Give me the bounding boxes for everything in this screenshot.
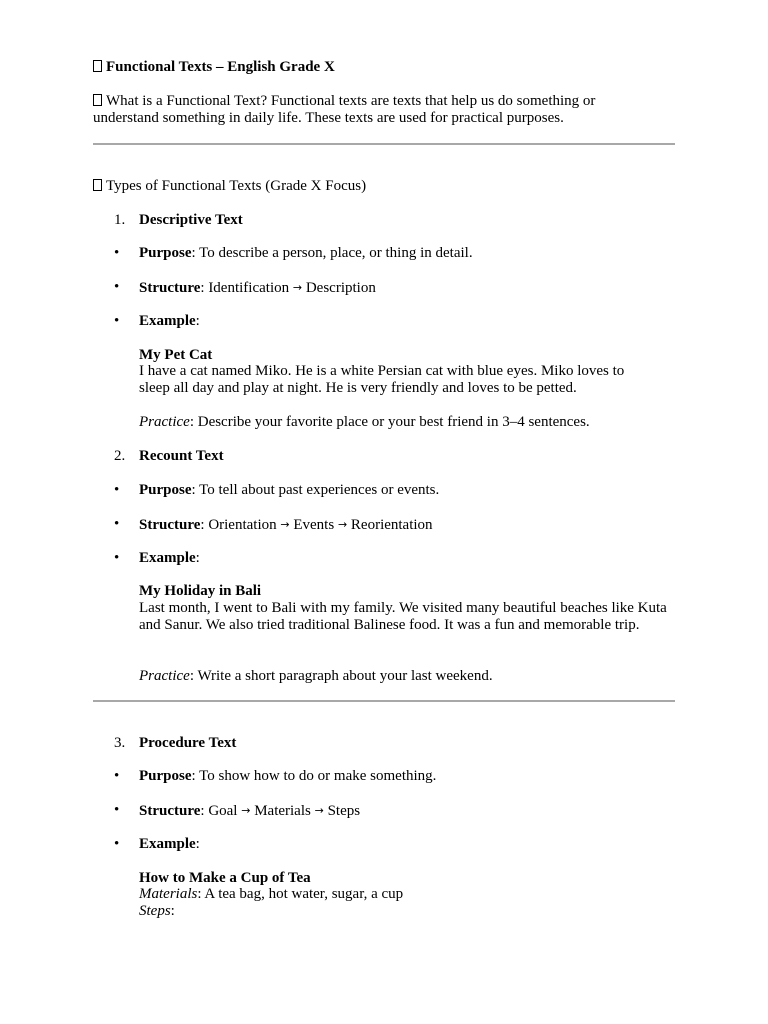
- arrow-right-icon: →: [292, 281, 303, 294]
- intro-paragraph: What is a Functional Text? Functional texts are texts that help us do something or understand something in daily life. These texts are used for practical purposes.: [93, 93, 596, 126]
- example-body: I have a cat named Miko. He is a white Persian cat with blue eyes. Miko loves to sleep all day and play at night. He is very friendly and loves to be petted.: [139, 363, 625, 396]
- structure-line: Structure: Goal → Materials → Steps: [139, 803, 361, 819]
- types-heading: Types of Functional Texts (Grade X Focus): [93, 178, 366, 195]
- bullet: •: [114, 245, 120, 261]
- purpose-line: Purpose: To tell about past experiences or events.: [139, 482, 440, 498]
- arrow-right-icon: →: [337, 518, 348, 531]
- bullet: •: [114, 516, 120, 532]
- materials-line: Materials: A tea bag, hot water, sugar, a cup: [139, 886, 404, 902]
- document-title: Functional Texts – English Grade X: [93, 59, 335, 76]
- section-number: 1.: [114, 212, 126, 228]
- missing-glyph-icon: [93, 179, 102, 191]
- missing-glyph-icon: [93, 94, 102, 106]
- example-title: My Pet Cat: [139, 347, 213, 363]
- divider: [93, 143, 675, 145]
- bullet: •: [114, 482, 120, 498]
- steps-label: Steps:: [139, 903, 175, 919]
- bullet: •: [114, 836, 120, 852]
- arrow-right-icon: →: [314, 804, 324, 817]
- bullet: •: [114, 802, 120, 818]
- example-title: How to Make a Cup of Tea: [139, 870, 311, 886]
- divider: [93, 700, 675, 702]
- bullet: •: [114, 550, 120, 566]
- purpose-line: Purpose: To describe a person, place, or thing in detail.: [139, 245, 473, 261]
- bullet: •: [114, 768, 120, 784]
- purpose-line: Purpose: To show how to do or make something.: [139, 768, 437, 784]
- section-name: Procedure Text: [139, 735, 237, 751]
- example-label: Example:: [139, 836, 200, 852]
- bullet: •: [114, 279, 120, 295]
- example-body: Last month, I went to Bali with my family. We visited many beautiful beaches like Kuta and Sanur. We also tried traditional Balinese food. It was a fun and memorable trip.: [139, 600, 667, 633]
- example-label: Example:: [139, 550, 200, 566]
- structure-line: Structure: Identification → Description: [139, 280, 376, 296]
- structure-line: Structure: Orientation → Events → Reorientation: [139, 517, 433, 533]
- bullet: •: [114, 313, 120, 329]
- example-label: Example:: [139, 313, 200, 329]
- section-name: Descriptive Text: [139, 212, 243, 228]
- arrow-right-icon: →: [241, 804, 251, 817]
- section-number: 2.: [114, 448, 126, 464]
- section-name: Recount Text: [139, 448, 224, 464]
- practice-line: Practice: Write a short paragraph about your last weekend.: [139, 668, 493, 684]
- example-title: My Holiday in Bali: [139, 583, 262, 599]
- missing-glyph-icon: [93, 60, 102, 72]
- section-number: 3.: [114, 735, 126, 751]
- arrow-right-icon: →: [280, 518, 290, 531]
- practice-line: Practice: Describe your favorite place or your best friend in 3–4 sentences.: [139, 414, 590, 430]
